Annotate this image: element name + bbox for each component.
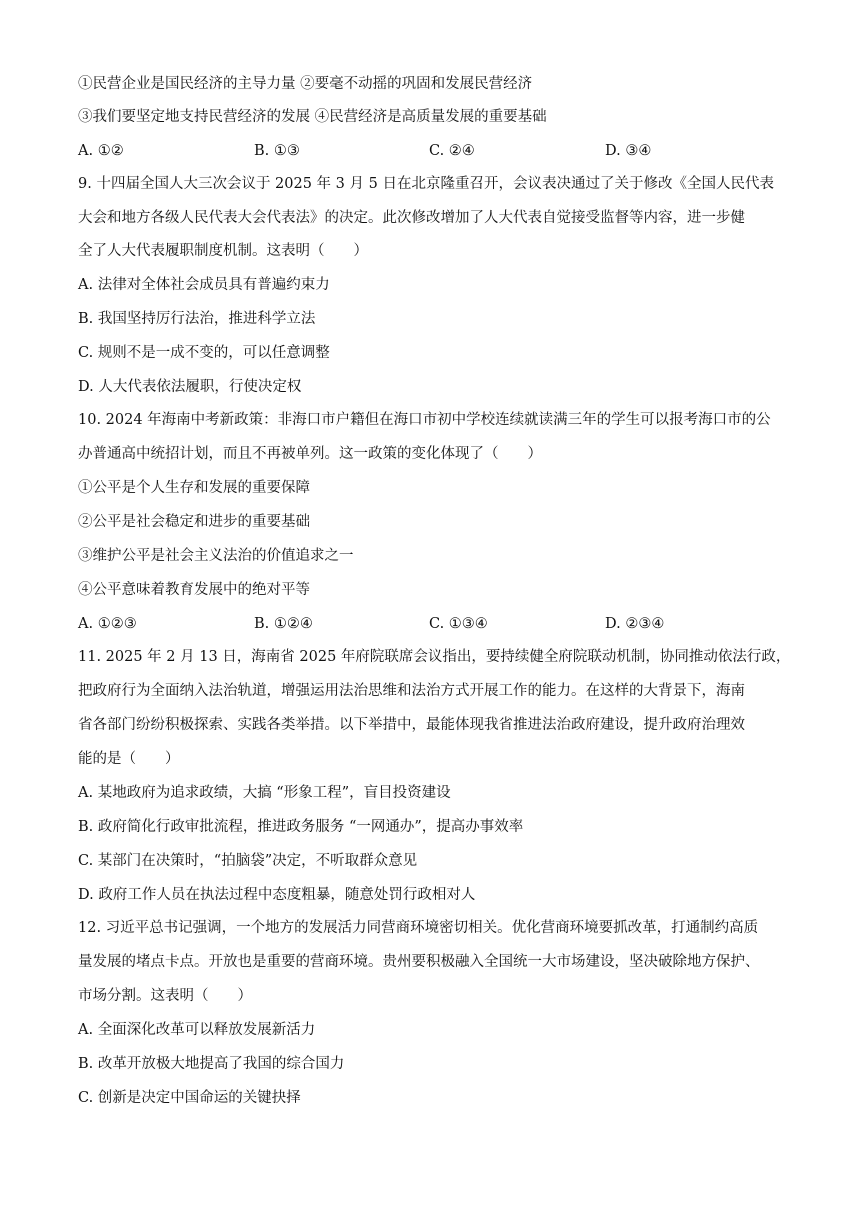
q8-option-b[interactable]: B. ①③ — [254, 143, 300, 159]
q10-statement-4: ④公平意味着教育发展中的绝对平等 — [78, 582, 310, 598]
q12-option-c[interactable]: C. 创新是决定中国命运的关键抉择 — [78, 1090, 301, 1106]
q12-stem-line-1: 12. 习近平总书记强调，一个地方的发展活力同营商环境密切相关。优化营商环境要抓改革，打通制约高质 — [78, 920, 759, 936]
q9-stem-line-2: 大会和地方各级人民代表大会代表法》的决定。此次修改增加了人大代表自觉接受监督等内容，进一步健 — [78, 210, 745, 226]
q8-option-d[interactable]: D. ③④ — [605, 143, 652, 159]
q10-statement-3: ③维护公平是社会主义法治的价值追求之一 — [78, 548, 354, 564]
q11-stem-line-2: 把政府行为全面纳入法治轨道，增强运用法治思维和法治方式开展工作的能力。在这样的大背景下，海南 — [78, 683, 745, 699]
q9-option-b[interactable]: B. 我国坚持厉行法治，推进科学立法 — [78, 311, 316, 327]
q11-stem-line-4: 能的是（ ） — [78, 751, 180, 767]
q12-stem-line-3: 市场分割。这表明（ ） — [78, 988, 252, 1004]
q8-option-a[interactable]: A. ①② — [78, 143, 124, 159]
q8-statements-line-1: ①民营企业是国民经济的主导力量 ②要毫不动摇的巩固和发展民营经济 — [78, 76, 533, 92]
q10-statement-1: ①公平是个人生存和发展的重要保障 — [78, 480, 310, 496]
q12-option-b[interactable]: B. 改革开放极大地提高了我国的综合国力 — [78, 1056, 345, 1072]
q10-option-d[interactable]: D. ②③④ — [605, 616, 665, 632]
q9-option-c[interactable]: C. 规则不是一成不变的，可以任意调整 — [78, 345, 330, 361]
q9-stem-line-1: 9. 十四届全国人大三次会议于 2025 年 3 月 5 日在北京隆重召开，会议表决通过了关于修改《全国人民代表 — [78, 176, 774, 192]
q12-option-a[interactable]: A. 全面深化改革可以释放发展新活力 — [78, 1022, 316, 1038]
q11-option-b[interactable]: B. 政府简化行政审批流程，推进政务服务 “一网通办”，提高办事效率 — [78, 819, 524, 835]
q11-option-d[interactable]: D. 政府工作人员在执法过程中态度粗暴，随意处罚行政相对人 — [78, 887, 476, 903]
q8-statements-line-2: ③我们要坚定地支持民营经济的发展 ④民营经济是高质量发展的重要基础 — [78, 109, 547, 125]
q8-option-c[interactable]: C. ②④ — [429, 143, 475, 159]
q12-stem-line-2: 量发展的堵点卡点。开放也是重要的营商环境。贵州要积极融入全国统一大市场建设，坚决破除地方保护、 — [78, 954, 760, 970]
q11-option-a[interactable]: A. 某地政府为追求政绩，大搞 “形象工程”，盲目投资建设 — [78, 785, 451, 801]
q11-stem-line-3: 省各部门纷纷积极探索、实践各类举措。以下举措中，最能体现我省推进法治政府建设，提升政府治理效 — [78, 717, 745, 733]
q9-option-a[interactable]: A. 法律对全体社会成员具有普遍约束力 — [78, 277, 330, 293]
q10-stem-line-1: 10. 2024 年海南中考新政策：非海口市户籍但在海口市初中学校连续就读满三年的学生可以报考海口市的公 — [78, 412, 771, 428]
q10-stem-line-2: 办普通高中统招计划，而且不再被单列。这一政策的变化体现了（ ） — [78, 446, 542, 462]
q11-option-c[interactable]: C. 某部门在决策时，“拍脑袋”决定，不听取群众意见 — [78, 853, 418, 869]
q10-option-a[interactable]: A. ①②③ — [78, 616, 137, 632]
q9-option-d[interactable]: D. 人大代表依法履职，行使决定权 — [78, 379, 302, 395]
q10-statement-2: ②公平是社会稳定和进步的重要基础 — [78, 514, 310, 530]
q10-option-b[interactable]: B. ①②④ — [254, 616, 313, 632]
q10-option-c[interactable]: C. ①③④ — [429, 616, 488, 632]
q9-stem-line-3: 全了人大代表履职制度机制。这表明（ ） — [78, 243, 368, 259]
q11-stem-line-1: 11. 2025 年 2 月 13 日，海南省 2025 年府院联席会议指出，要持续健全府院联动机制，协同推动依法行政， — [78, 649, 791, 665]
